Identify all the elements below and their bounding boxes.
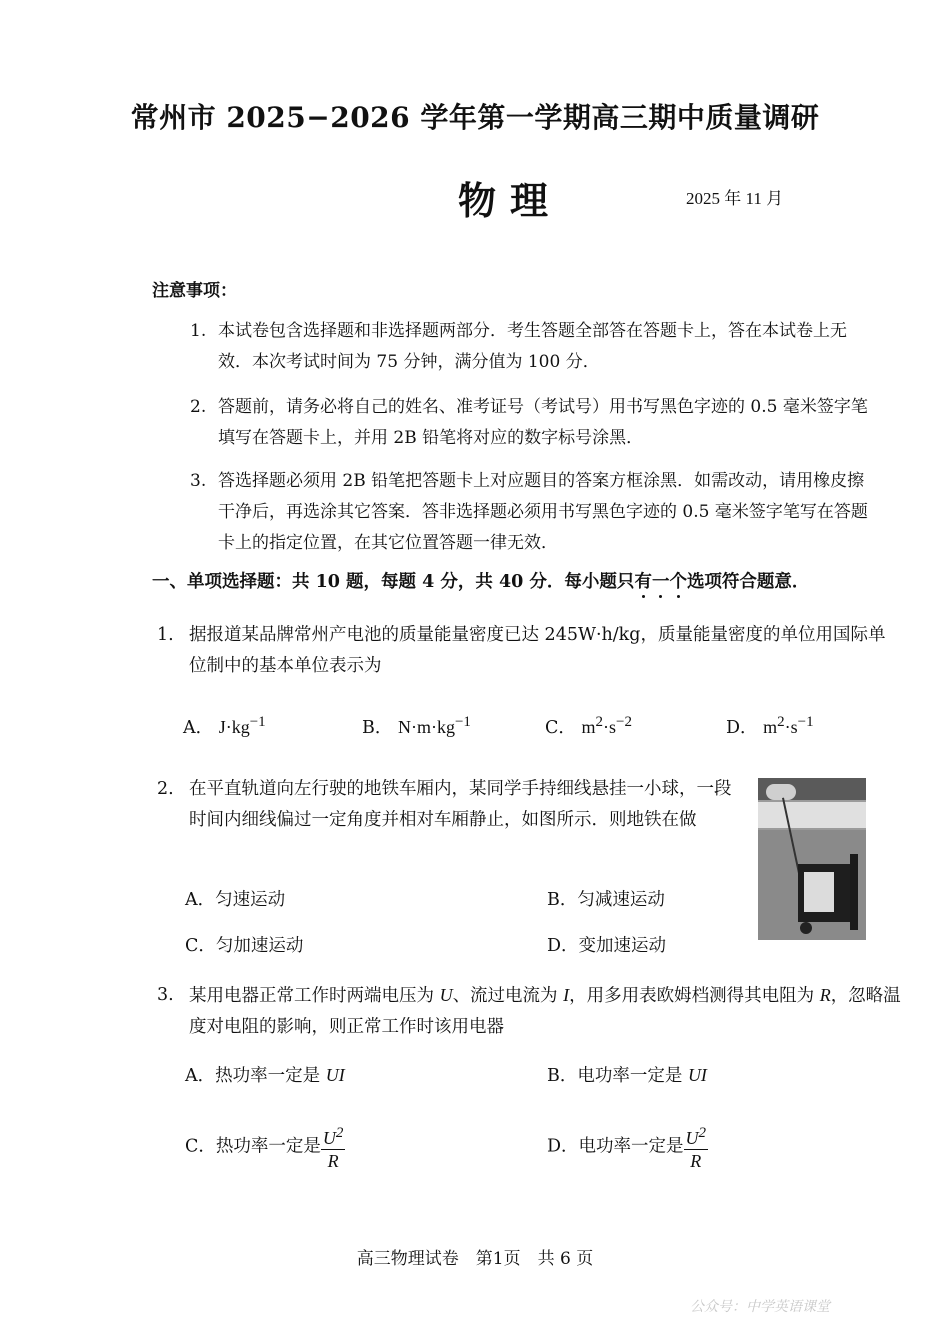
option-label: B． [547, 890, 578, 910]
option-label: A． [183, 718, 214, 738]
option-text: 变加速运动 [578, 936, 667, 956]
q2-option-a [185, 886, 285, 911]
emphasis-char: 一 [652, 568, 670, 593]
notice-number: 1. [190, 321, 207, 341]
q1-option-c [545, 714, 632, 739]
q1-option-d [726, 714, 814, 739]
question-2 [157, 774, 747, 836]
notice-text: 本试卷包含选择题和非选择题两部分．考生答题全部答在答题卡上，答在本试卷上无效．本次考试时间为 75 分钟，满分值为 100 分． [218, 321, 847, 372]
option-exponent: −1 [454, 714, 471, 730]
emphasis-char: 有 [634, 568, 652, 593]
stem-part: ，忽略温度对电阻的影响，则正常工作时该用电器 [189, 986, 901, 1037]
option-label: B． [362, 718, 393, 738]
variable-u: U [439, 985, 453, 1005]
q3-option-a [185, 1062, 345, 1087]
option-label: C． [185, 1136, 216, 1157]
option-exponent: −1 [249, 714, 266, 730]
option-label: A． [185, 1066, 216, 1086]
option-text: 匀加速运动 [215, 936, 304, 956]
fraction-numerator: U [685, 1128, 699, 1148]
option-text: 匀减速运动 [577, 890, 665, 910]
notice-text: 答选择题必须用 2B 铅笔把答题卡上对应题目的答案方框涂黑．如需改动，请用橡皮擦干净后，再选涂其它答案．答非选择题必须用书写黑色字迹的 0.5 毫米签字笔写在答题卡上的指定位置，在其它位置答题一律无效． [218, 471, 868, 553]
variable-r: R [819, 985, 831, 1005]
q3-option-c [185, 1122, 345, 1172]
variable-i: I [563, 985, 570, 1005]
option-text: 匀速运动 [215, 890, 286, 910]
q1-option-a [183, 714, 266, 739]
question-1 [157, 620, 902, 682]
question-number: 3. [157, 985, 174, 1005]
q2-option-d [547, 932, 666, 957]
option-math: UI [687, 1065, 707, 1085]
notice-item [190, 316, 870, 378]
stem-part: 、流过电流为 [452, 986, 564, 1006]
q2-option-c [185, 932, 303, 957]
fraction-denominator: R [327, 1151, 339, 1171]
subject-title: 物理 [458, 178, 563, 223]
option-exponent: 2 [777, 714, 785, 730]
exam-date: 2025 年 11 月 [686, 189, 784, 208]
option-text: 电功率一定是 [578, 1136, 684, 1157]
fraction [684, 1122, 709, 1172]
q3-option-b [547, 1062, 707, 1087]
numerator-exponent: 2 [335, 1125, 344, 1141]
option-label: D． [547, 936, 579, 956]
option-text: 热功率一定是 [215, 1136, 321, 1157]
option-label: B． [547, 1066, 578, 1086]
subway-pendulum-photo [758, 778, 866, 940]
option-unit: N·m·kg [397, 717, 455, 737]
option-label: D． [726, 718, 758, 738]
question-stem: 据报道某品牌常州产电池的质量能量密度已达 245W·h/kg，质量能量密度的单位用国际单位制中的基本单位表示为 [189, 625, 886, 676]
section-heading [152, 568, 912, 593]
option-label: C． [545, 718, 576, 738]
notice-text: 答题前，请务必将自己的姓名、准考证号（考试号）用书写黑色字迹的 0.5 毫米签字笔填写在答题卡上，并用 2B 铅笔将对应的数字标号涂黑． [218, 397, 868, 448]
q3-option-d [547, 1122, 708, 1172]
option-text: 电功率一定是 [577, 1066, 688, 1086]
question-number: 2. [157, 779, 174, 799]
option-unit: J·kg [218, 717, 250, 737]
section-heading-text: 选项符合题意． [686, 572, 810, 592]
page-footer: 高三物理试卷 第1页 共 6 页 [356, 1249, 594, 1269]
notice-number: 3. [190, 471, 207, 491]
question-3 [157, 980, 902, 1043]
q2-option-b [547, 886, 665, 911]
notice-number: 2. [190, 397, 207, 417]
option-label: C． [185, 936, 216, 956]
notice-item [190, 466, 870, 559]
question-number: 1. [157, 625, 174, 645]
option-unit: ·s [784, 717, 798, 737]
option-exponent: 2 [595, 714, 603, 730]
option-math: UI [325, 1065, 345, 1085]
fraction [321, 1122, 346, 1172]
emphasis-char: 个 [669, 568, 687, 593]
page-title: 常州市 2025−2026 学年第一学期高三期中质量调研 [130, 101, 820, 134]
stem-part: ，用多用表欧姆档测得其电阻为 [569, 986, 820, 1006]
q1-option-b [362, 714, 471, 739]
fraction-denominator: R [690, 1151, 702, 1171]
option-exponent: −1 [797, 714, 814, 730]
option-label: A． [185, 890, 216, 910]
question-stem: 在平直轨道向左行驶的地铁车厢内，某同学手持细线悬挂一小球，一段时间内细线偏过一定角度并相对车厢静止，如图所示．则地铁在做 [189, 779, 732, 830]
option-label: D． [547, 1136, 579, 1157]
numerator-exponent: 2 [698, 1125, 707, 1141]
option-text: 热功率一定是 [215, 1066, 326, 1086]
fraction-numerator: U [322, 1128, 336, 1148]
notice-item [190, 392, 870, 454]
watermark: 公众号：中学英语课堂 [690, 1299, 830, 1315]
section-heading-text: 一、单项选择题：共 10 题，每题 4 分，共 40 分．每小题只 [152, 572, 635, 592]
option-unit: m [763, 717, 778, 737]
notice-heading: 注意事项： [152, 281, 237, 301]
stem-part: 某用电器正常工作时两端电压为 [189, 986, 440, 1006]
option-exponent: −2 [615, 714, 632, 730]
question-stem [157, 980, 902, 1043]
option-unit: m [581, 717, 596, 737]
option-unit: ·s [602, 717, 616, 737]
